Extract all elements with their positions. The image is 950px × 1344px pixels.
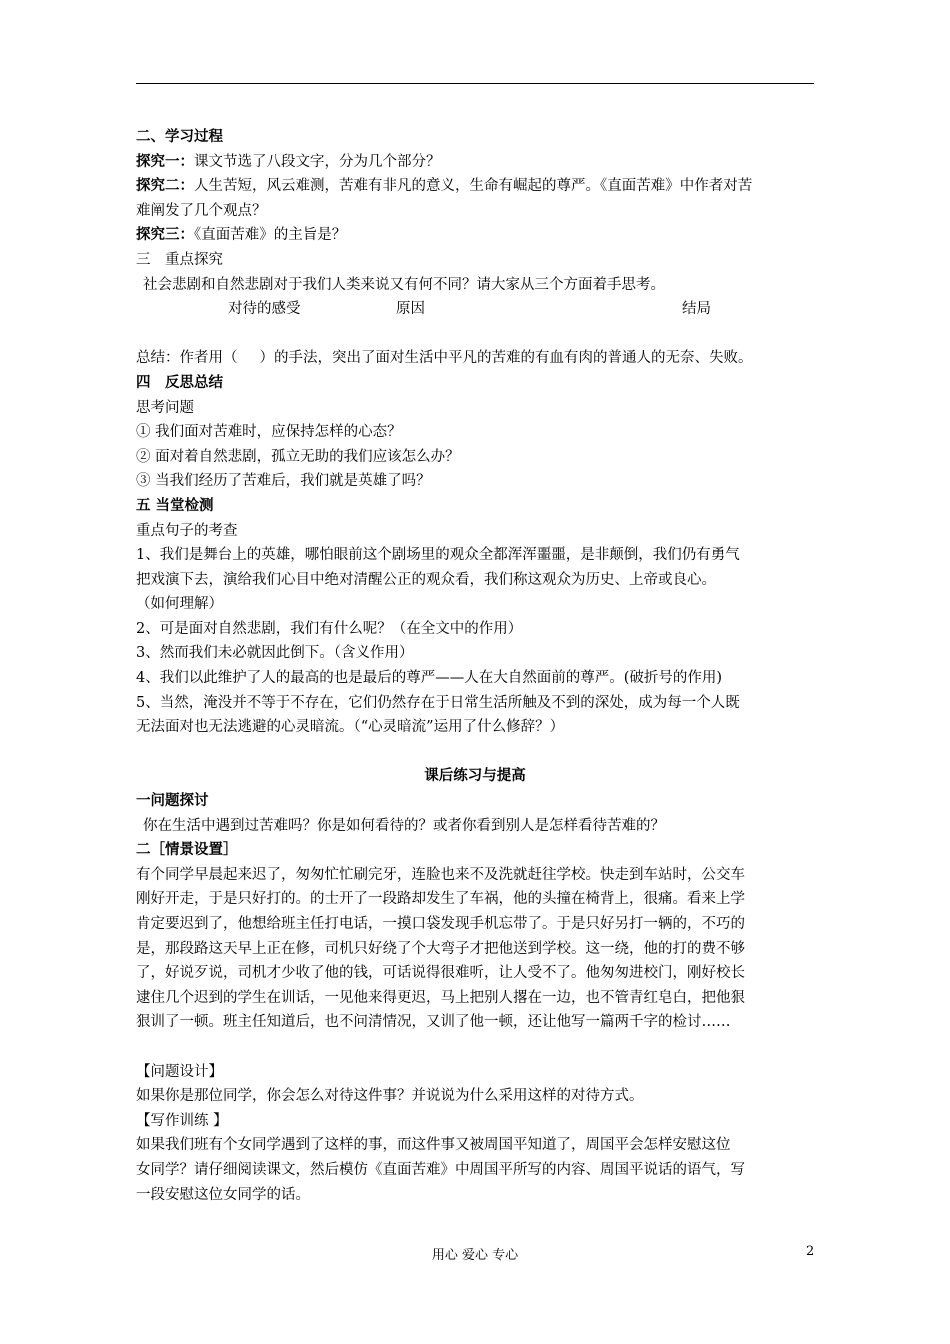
- practice-part-1-heading: 一问题探讨: [136, 792, 209, 810]
- question-2-label: 探究二：: [136, 177, 194, 195]
- column-outcome: 结局: [682, 301, 711, 318]
- check-line: 4、我们以此维护了人的最高的也是最后的尊严——人在大自然面前的尊严。(破折号的作用): [136, 670, 723, 687]
- practice-part-1-text: 你在生活中遇到过苦难吗？你是如何看待的？或者你看到别人是怎样看待苦难的？: [143, 817, 665, 834]
- check-line: 把戏演下去，演给我们心目中绝对清醒公正的观众看，我们称这观众为历史、上帝或良心。: [136, 571, 716, 588]
- question-3-text: 《直面苦难》的主旨是？: [194, 227, 347, 244]
- check-line: 无法面对也无法逃避的心灵暗流。（“心灵暗流”运用了什么修辞？）: [136, 719, 565, 736]
- section-4-heading: 四 反思总结: [136, 373, 223, 391]
- document-body: [136, 125, 814, 1207]
- writing-line: 女同学？请仔细阅读课文，然后模仿《直面苦难》中周国平所写的内容、周国平说话的语气，写: [136, 1161, 745, 1178]
- section-5-heading: 五 当堂检测: [136, 496, 214, 514]
- section-5-subheading: 重点句子的考查: [136, 522, 238, 539]
- question-1-text: 课文节选了八段文字，分为几个部分？: [194, 153, 441, 170]
- question-design-heading: 【问题设计】: [136, 1063, 223, 1080]
- section-2-heading: 二、学习过程: [136, 128, 223, 145]
- check-line: 1、我们是舞台上的英雄，哪怕眼前这个剧场里的观众全都浑浑噩噩，是非颠倒，我们仍有勇气: [136, 547, 740, 564]
- question-3: [136, 223, 814, 248]
- question-1: [136, 150, 814, 175]
- header-rule: [136, 83, 814, 84]
- story-line: 是，那段路这天早上正在修，司机只好绕了个大弯子才把他送到学校。这一绕，他的打的费不够: [136, 940, 745, 957]
- summary-start: 总结：作者用（: [136, 350, 238, 367]
- question-2-text: 人生苦短，风云难测，苦难有非凡的意义，生命有崛起的尊严。《直面苦难》中作者对苦: [194, 178, 753, 195]
- column-feeling: 对待的感受: [228, 301, 301, 318]
- reflection-item: ① 我们面对苦难时，应保持怎样的心态？: [136, 424, 402, 441]
- check-line: （如何理解）: [136, 596, 223, 613]
- section-4-subheading: 思考问题: [136, 399, 194, 416]
- reflection-item: ③ 当我们经历了苦难后，我们就是英雄了吗？: [136, 473, 431, 490]
- column-reason: 原因: [396, 301, 425, 318]
- practice-part-2-heading: 二［情景设置］: [136, 841, 238, 859]
- writing-heading: 【写作训练 】: [136, 1112, 228, 1129]
- writing-line: 一段安慰这位女同学的话。: [136, 1186, 310, 1203]
- writing-line: 如果我们班有个女同学遇到了这样的事，而这件事又被周国平知道了，周国平会怎样安慰这位: [136, 1137, 731, 1154]
- comparison-columns: [136, 297, 814, 322]
- summary-end: ）的手法，突出了面对生活中平凡的苦难的有血有肉的普通人的无奈、失败。: [259, 350, 753, 367]
- story-line: 肯定要迟到了，他想给班主任打电话，一摸口袋发现手机忘带了。于是只好另打一辆的，不巧的: [136, 916, 745, 932]
- check-line: 2、可是面对自然悲剧，我们有什么呢？（在全文中的作用）: [136, 620, 523, 637]
- story-line: 有个同学早晨起来迟了，匆匆忙忙刷完牙，连脸也来不及洗就赶往学校。快走到车站时，公交车: [136, 866, 745, 883]
- story-line: 狠训了一顿。班主任知道后，也不问清情况，又训了他一顿，还让他写一篇两千字的检讨……: [136, 1014, 731, 1031]
- practice-title: 课后练习与提高: [424, 767, 526, 785]
- check-line: 3、然而我们未必就因此倒下。（含义作用）: [136, 645, 414, 662]
- section-3-heading: 三 重点探究: [136, 251, 223, 268]
- page-number: 2: [806, 1244, 815, 1259]
- question-3-label: 探究三：: [136, 226, 194, 244]
- story-line: 刚好开走，于是只好打的。的士开了一段路却发生了车祸，他的头撞在椅背上，很痛。看来上学: [136, 891, 745, 908]
- footer-motto: 用心 爱心 专心: [431, 1248, 519, 1263]
- section-3-prompt: 社会悲剧和自然悲剧对于我们人类来说又有何不同？请大家从三个方面着手思考。: [143, 276, 665, 293]
- question-2: [136, 174, 814, 199]
- story-line: 了，好说歹说，司机才少收了他的钱，可话说得很难听，让人受不了。他匆匆进校门，刚好校长: [136, 965, 745, 982]
- question-design-text: 如果你是那位同学，你会怎么对待这件事？并说说为什么采用这样的对待方式。: [136, 1088, 644, 1105]
- check-line: 5、当然，淹没并不等于不存在，它们仍然存在于日常生活所触及不到的深处，成为每一个人既: [136, 694, 740, 711]
- story-line: 逮住几个迟到的学生在训话，一见他来得更迟，马上把别人撂在一边，也不管青红皂白，把他狠: [136, 989, 745, 1006]
- section-3-summary: [136, 346, 814, 371]
- question-2-continued: 难阐发了几个观点？: [136, 202, 267, 219]
- question-1-label: 探究一：: [136, 152, 194, 170]
- reflection-item: ② 面对着自然悲剧，孤立无助的我们应该怎么办？: [136, 448, 460, 465]
